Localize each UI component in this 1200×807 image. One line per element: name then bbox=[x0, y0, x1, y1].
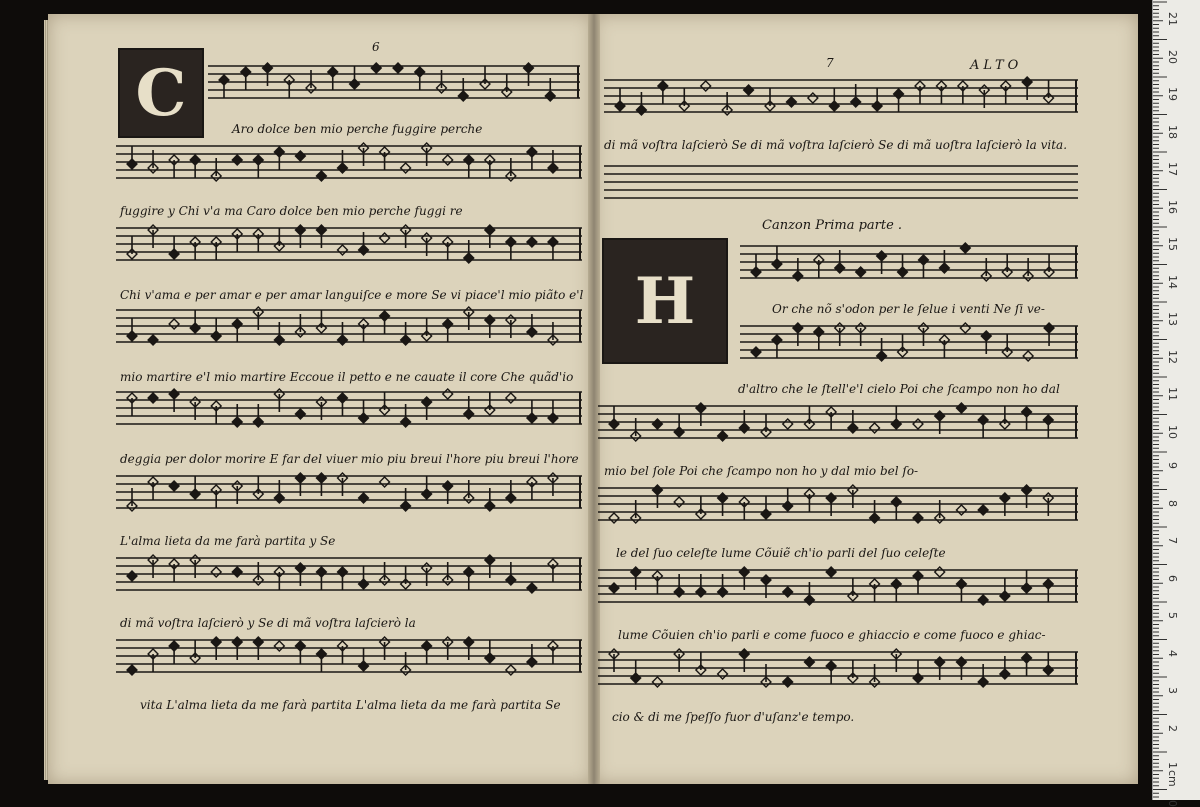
ruler-label: 17 bbox=[1166, 162, 1179, 176]
note-head bbox=[935, 567, 945, 577]
note-head bbox=[652, 419, 662, 429]
ruler-label: 2 bbox=[1166, 724, 1179, 732]
note-head bbox=[148, 335, 158, 345]
lyric-line: L'alma lieta da me farà partita y Se bbox=[120, 534, 336, 548]
note-head bbox=[316, 171, 326, 181]
lyric-line: d'altro che le ſtell'e'l cielo Poi che ſcampo non ho dal bbox=[738, 382, 1060, 396]
note-head bbox=[978, 595, 988, 605]
note-head bbox=[127, 571, 137, 581]
music-staff bbox=[598, 402, 1078, 446]
note-head bbox=[913, 513, 923, 523]
note-head bbox=[232, 155, 242, 165]
note-head bbox=[609, 513, 619, 523]
ruler-label: 14 bbox=[1166, 274, 1179, 289]
note-head bbox=[338, 245, 348, 255]
note-head bbox=[701, 81, 711, 91]
lyric-line: Chi v'ama e per amar e per amar languiſce e more Se vi piace'l mio piãto e'l bbox=[120, 288, 584, 302]
music-staff bbox=[598, 566, 1078, 610]
ruler-label: 20 bbox=[1166, 49, 1179, 64]
lyric-line: di mã voſtra laſcierò y Se di mã voſtra laſcierò la bbox=[120, 616, 416, 630]
ruler-label: 4 bbox=[1166, 649, 1179, 657]
music-staff bbox=[116, 472, 582, 516]
note-head bbox=[783, 587, 793, 597]
lyric-line: deggia per dolor morire E far del viuer mio piu breui l'hore piu breui l'hore bbox=[120, 452, 579, 466]
music-staff bbox=[116, 636, 582, 680]
note-head bbox=[274, 641, 284, 651]
note-head bbox=[870, 423, 880, 433]
note-head bbox=[956, 505, 966, 515]
note-head bbox=[744, 85, 754, 95]
note-head bbox=[718, 431, 728, 441]
note-head bbox=[506, 665, 516, 675]
lyric-line: le del ſuo celeſte lume Cõuiẽ ch'io parli del ſuo celeſte bbox=[616, 546, 946, 560]
note-head bbox=[169, 319, 179, 329]
note-head bbox=[443, 389, 453, 399]
note-head bbox=[401, 163, 411, 173]
lyric-line: di mã voſtra laſcierò Se di mã voſtra laſcierò Se di mã uoſtra laſcierò la vita. bbox=[604, 138, 1068, 152]
lyric-line: cio & di me ſpeſſo fuor d'uſanz'e tempo. bbox=[612, 710, 855, 724]
music-staff bbox=[208, 62, 580, 106]
decorated-initial-h bbox=[602, 238, 728, 364]
note-head bbox=[786, 97, 796, 107]
note-head bbox=[211, 567, 221, 577]
note-head bbox=[960, 243, 970, 253]
ruler-label: 19 bbox=[1166, 87, 1179, 101]
ruler-label: 0 bbox=[1166, 799, 1179, 807]
note-head bbox=[960, 323, 970, 333]
note-head bbox=[148, 393, 158, 403]
note-head bbox=[393, 63, 403, 73]
lyric-line: lume Cõuien ch'io parli e come fuoco e ghiaccio e come fuoco e ghiac- bbox=[618, 628, 1046, 642]
note-head bbox=[232, 567, 242, 577]
ruler-label: 7 bbox=[1166, 537, 1179, 544]
note-head bbox=[956, 403, 966, 413]
note-head bbox=[527, 237, 537, 247]
voice-label: ALTO bbox=[970, 58, 1023, 73]
note-head bbox=[718, 669, 728, 679]
note-head bbox=[609, 583, 619, 593]
note-head bbox=[527, 583, 537, 593]
note-head bbox=[506, 393, 516, 403]
decorated-initial-c bbox=[118, 48, 204, 138]
ruler-label: 21 bbox=[1166, 12, 1179, 26]
measuring-ruler bbox=[1152, 0, 1200, 807]
ruler-label: 3 bbox=[1166, 687, 1179, 694]
note-head bbox=[978, 505, 988, 515]
note-head bbox=[169, 481, 179, 491]
note-head bbox=[856, 267, 866, 277]
note-head bbox=[127, 665, 137, 675]
note-head bbox=[913, 419, 923, 429]
music-staff bbox=[598, 648, 1078, 692]
initial-letter-h: H bbox=[634, 263, 696, 339]
note-head bbox=[783, 677, 793, 687]
music-staff bbox=[604, 162, 1078, 206]
ruler-label: 10 bbox=[1166, 424, 1179, 439]
music-staff bbox=[604, 76, 1078, 120]
lyric-line: Aro dolce ben mio perche fuggire perche bbox=[232, 122, 483, 136]
music-staff bbox=[598, 484, 1078, 528]
note-head bbox=[804, 657, 814, 667]
right-page-number: 7 bbox=[826, 56, 834, 70]
note-head bbox=[443, 155, 453, 165]
lyric-line: fuggire y Chi v'a ma Caro dolce ben mio perche fuggi re bbox=[120, 204, 463, 218]
music-staff bbox=[740, 242, 1078, 286]
note-head bbox=[295, 151, 305, 161]
music-staff bbox=[740, 322, 1078, 366]
initial-letter: C bbox=[135, 55, 187, 131]
lyric-line: vita L'alma lieta da me farà partita L'alma lieta da me farà partita Se bbox=[140, 698, 561, 712]
left-page-number: 6 bbox=[372, 40, 380, 54]
ruler-label: 15 bbox=[1166, 237, 1179, 251]
ruler-label: 5 bbox=[1166, 612, 1179, 619]
canzon-title: Canzon Prima parte . bbox=[762, 218, 903, 233]
ruler-label: 1 bbox=[1166, 762, 1179, 769]
music-staff bbox=[116, 388, 582, 432]
ruler-unit: cm bbox=[1166, 770, 1179, 787]
lyric-line: Or che nõ s'odon per le ſelue i venti Ne ſi ve- bbox=[772, 302, 1045, 316]
ruler-label: 13 bbox=[1166, 312, 1179, 326]
note-head bbox=[751, 347, 761, 357]
lyric-line: mio bel ſole Poi che ſcampo non ho y dal mio bel ſo- bbox=[604, 464, 919, 478]
note-head bbox=[380, 477, 390, 487]
ruler-label: 16 bbox=[1166, 199, 1179, 214]
music-staff bbox=[116, 554, 582, 598]
note-head bbox=[371, 63, 381, 73]
ruler-label: 6 bbox=[1166, 574, 1179, 582]
note-head bbox=[1023, 351, 1033, 361]
ruler-label: 12 bbox=[1166, 349, 1179, 364]
note-head bbox=[826, 567, 836, 577]
note-head bbox=[359, 493, 369, 503]
note-head bbox=[380, 233, 390, 243]
music-staff bbox=[116, 142, 582, 186]
lyric-line: mio martire e'l mio martire Eccoue il petto e ne cauate il core Che quãd'io bbox=[120, 370, 574, 384]
note-head bbox=[295, 409, 305, 419]
ruler-label: 11 bbox=[1166, 387, 1179, 401]
note-head bbox=[674, 497, 684, 507]
note-head bbox=[808, 93, 818, 103]
ruler-label: 18 bbox=[1166, 124, 1179, 139]
note-head bbox=[783, 419, 793, 429]
note-head bbox=[652, 677, 662, 687]
ruler-label: 9 bbox=[1166, 462, 1179, 469]
ruler-label: 8 bbox=[1166, 499, 1179, 507]
music-staff bbox=[116, 306, 582, 350]
music-staff bbox=[116, 224, 582, 268]
